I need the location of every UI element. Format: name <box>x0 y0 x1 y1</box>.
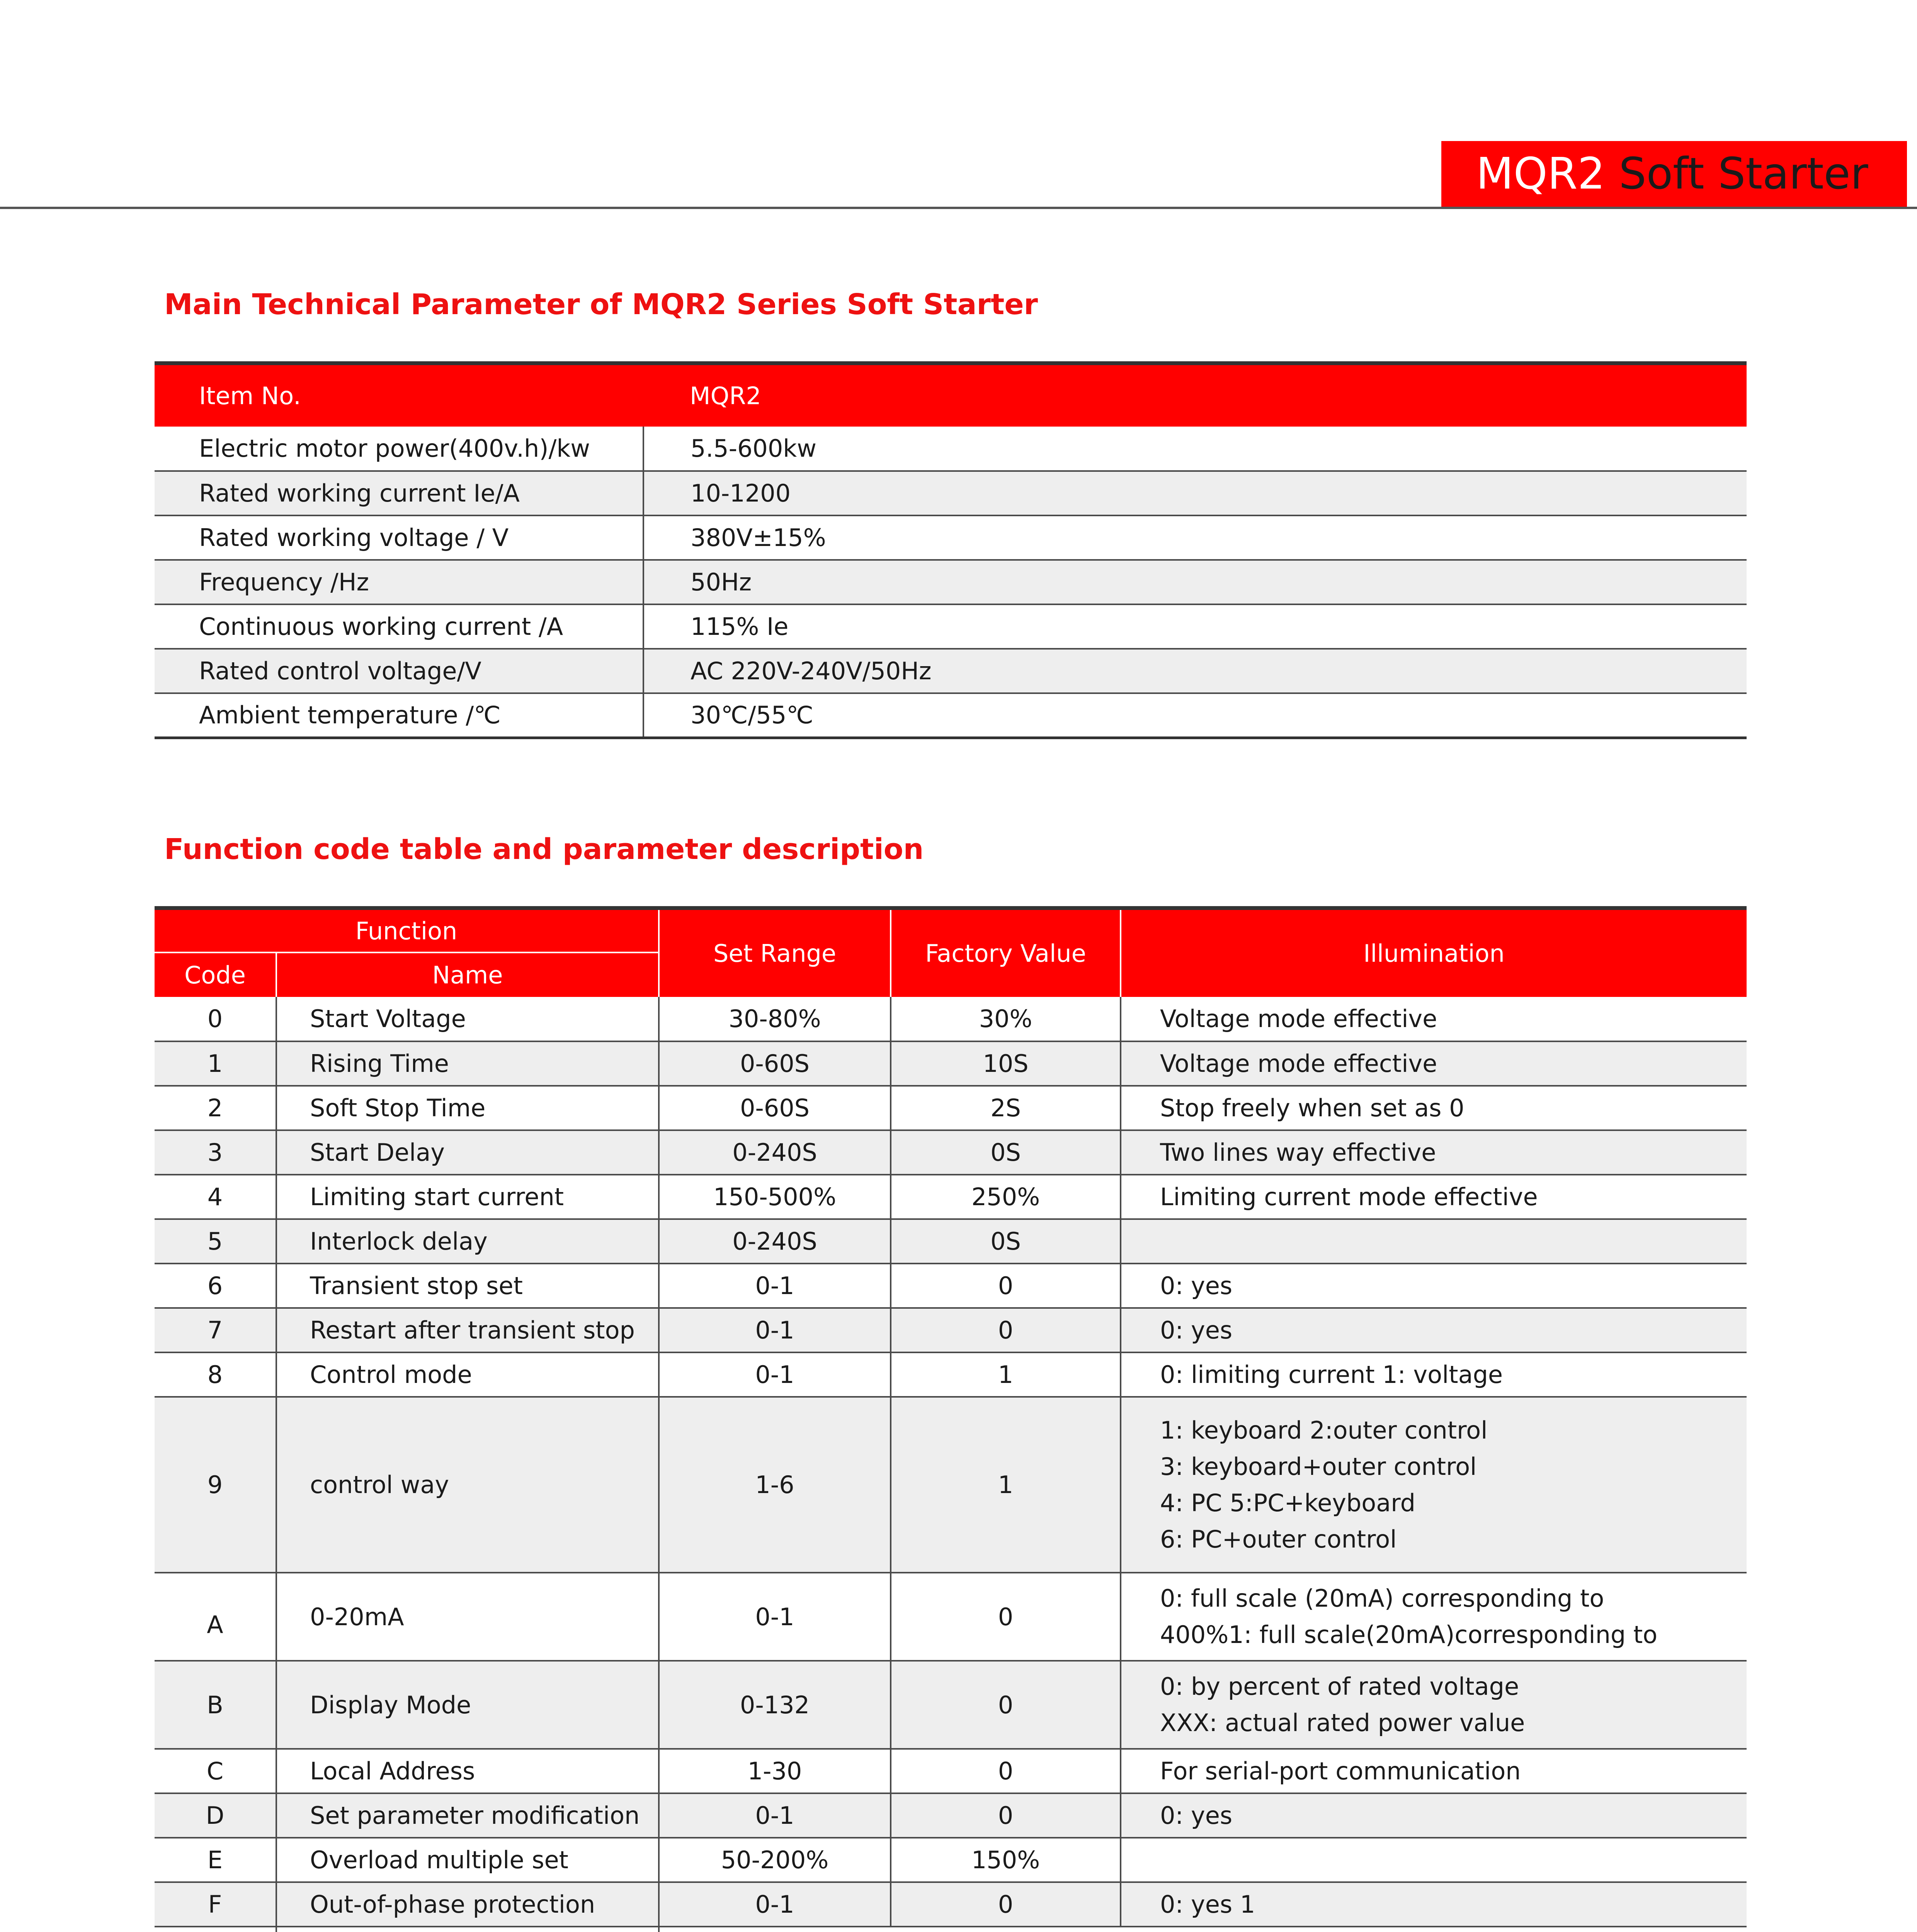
code-cell: A <box>155 1573 276 1661</box>
parameter-value-cell: 380V±15% <box>643 515 1747 560</box>
code-cell: 5 <box>155 1219 276 1264</box>
illumination-line: 0: by percent of rated voltage <box>1160 1672 1519 1701</box>
illumination-line: 0: limiting current 1: voltage <box>1160 1360 1503 1389</box>
table-row <box>155 1041 1747 1086</box>
table-row <box>155 693 1747 738</box>
illumination-cell <box>1121 1308 1747 1352</box>
factory-value-cell: 150% <box>891 1838 1121 1882</box>
code-cell: B <box>155 1661 276 1749</box>
name-cell: Start Voltage <box>276 997 659 1041</box>
illumination-line: Voltage mode effective <box>1160 1049 1437 1078</box>
table-row <box>155 1793 1747 1838</box>
header-badge <box>1441 141 1907 207</box>
parameter-value-cell: 50Hz <box>643 560 1747 604</box>
set-range-cell: 0-1 <box>659 1793 891 1838</box>
illumination-cell <box>1121 1352 1747 1397</box>
parameter-name-cell: Electric motor power(400v.h)/kw <box>155 427 643 471</box>
set-range-cell: 50-200% <box>659 1838 891 1882</box>
column-header-name: Name <box>276 952 659 997</box>
illumination-cell <box>1121 1793 1747 1838</box>
code-cell: D <box>155 1793 276 1838</box>
header-badge-word: Soft Starter <box>1619 149 1868 199</box>
table-row <box>155 1130 1747 1175</box>
column-header-item: Item No. <box>155 363 643 427</box>
set-range-cell: 1-30 <box>659 1749 891 1793</box>
code-cell: 7 <box>155 1308 276 1352</box>
table-row <box>155 1352 1747 1397</box>
factory-value-cell: 0 <box>891 1661 1121 1749</box>
parameter-name-cell: Rated working voltage / V <box>155 515 643 560</box>
illumination-cell <box>1121 1573 1747 1661</box>
illumination-line: 0: yes 1 <box>1160 1890 1255 1918</box>
table-row <box>155 1086 1747 1130</box>
illumination-line: Limiting current mode effective <box>1160 1182 1538 1211</box>
illumination-line: Voltage mode effective <box>1160 1004 1437 1033</box>
code-cell <box>155 1927 276 1932</box>
table-header-row <box>155 908 1747 952</box>
column-header-illumination: Illumination <box>1121 908 1747 997</box>
factory-value-cell: 0S <box>891 1130 1121 1175</box>
technical-parameter-body <box>155 427 1747 738</box>
factory-value-cell: 10S <box>891 1041 1121 1086</box>
name-cell: Transient stop set <box>276 1264 659 1308</box>
illumination-cell <box>1121 1041 1747 1086</box>
parameter-name-cell: Continuous working current /A <box>155 604 643 649</box>
name-cell: Set parameter modification <box>276 1793 659 1838</box>
column-header-code: Code <box>155 952 276 997</box>
code-cell: 9 <box>155 1397 276 1573</box>
illumination-line: 3: keyboard+outer control <box>1160 1452 1477 1481</box>
set-range-cell: 0-240S <box>659 1130 891 1175</box>
name-cell: Overload multiple set <box>276 1838 659 1882</box>
name-cell: Start Delay <box>276 1130 659 1175</box>
illumination-cell <box>1121 1086 1747 1130</box>
table-row <box>155 1661 1747 1749</box>
factory-value-cell: 250% <box>891 1175 1121 1219</box>
function-code-body <box>155 997 1747 1932</box>
illumination-line: 1: keyboard 2:outer control <box>1160 1416 1488 1444</box>
parameter-value-cell: 30℃/55℃ <box>643 693 1747 738</box>
illumination-cell <box>1121 1175 1747 1219</box>
header-rule <box>0 207 1917 209</box>
table-row <box>155 1882 1747 1927</box>
name-cell: Display Mode <box>276 1661 659 1749</box>
name-cell: control way <box>276 1397 659 1573</box>
name-cell: Out-of-phase protection <box>276 1882 659 1927</box>
parameter-value-cell: AC 220V-240V/50Hz <box>643 649 1747 693</box>
set-range-cell: 0-60S <box>659 1086 891 1130</box>
factory-value-cell: 2S <box>891 1086 1121 1130</box>
factory-value-cell: 0S <box>891 1219 1121 1264</box>
table-row <box>155 1573 1747 1661</box>
factory-value-cell: 1 <box>891 1352 1121 1397</box>
parameter-value-cell: 10-1200 <box>643 471 1747 515</box>
set-range-cell: 0-1 <box>659 1308 891 1352</box>
factory-value-cell: 0 <box>891 1882 1121 1927</box>
illumination-line: 400%1: full scale(20mA)corresponding to <box>1160 1621 1658 1649</box>
name-cell: Interlock delay <box>276 1219 659 1264</box>
table-row <box>155 604 1747 649</box>
name-cell <box>276 1927 659 1932</box>
table-row <box>155 427 1747 471</box>
code-cell: 3 <box>155 1130 276 1175</box>
factory-value-cell: 30% <box>891 997 1121 1041</box>
code-cell: 6 <box>155 1264 276 1308</box>
illumination-line: 6: PC+outer control <box>1160 1525 1397 1553</box>
name-cell: Limiting start current <box>276 1175 659 1219</box>
factory-value-cell: 0 <box>891 1793 1121 1838</box>
illumination-cell <box>1121 1661 1747 1749</box>
illumination-cell <box>1121 1130 1747 1175</box>
table-row <box>155 1927 1747 1932</box>
illumination-line: Two lines way effective <box>1160 1138 1436 1167</box>
header-badge-code: MQR2 <box>1476 149 1605 199</box>
parameter-name-cell: Frequency /Hz <box>155 560 643 604</box>
set-range-cell: 30-80% <box>659 997 891 1041</box>
column-header-factory-value: Factory Value <box>891 908 1121 997</box>
code-cell: 4 <box>155 1175 276 1219</box>
factory-value-cell: 0 <box>891 1308 1121 1352</box>
illumination-cell <box>1121 997 1747 1041</box>
factory-value-cell: 0 <box>891 1749 1121 1793</box>
name-cell: 0-20mA <box>276 1573 659 1661</box>
set-range-cell: 0-1 <box>659 1352 891 1397</box>
parameter-name-cell: Rated working current Ie/A <box>155 471 643 515</box>
name-cell: Rising Time <box>276 1041 659 1086</box>
illumination-line: 0: yes <box>1160 1271 1233 1300</box>
section1-title: Main Technical Parameter of MQR2 Series Soft Starter <box>164 288 1038 321</box>
parameter-value-cell: 115% Ie <box>643 604 1747 649</box>
illumination-line: 0: yes <box>1160 1801 1233 1830</box>
name-cell: Restart after transient stop <box>276 1308 659 1352</box>
table-row <box>155 1219 1747 1264</box>
set-range-cell: 150-500% <box>659 1175 891 1219</box>
set-range-cell: 0-1 <box>659 1264 891 1308</box>
code-cell: F <box>155 1882 276 1927</box>
name-cell: Local Address <box>276 1749 659 1793</box>
set-range-cell: 0-240S <box>659 1219 891 1264</box>
function-code-table <box>155 906 1747 1932</box>
name-cell: Soft Stop Time <box>276 1086 659 1130</box>
code-cell: 2 <box>155 1086 276 1130</box>
parameter-name-cell: Ambient temperature /℃ <box>155 693 643 738</box>
table-row <box>155 1749 1747 1793</box>
illumination-line: Stop freely when set as 0 <box>1160 1094 1465 1122</box>
column-header-function: Function <box>155 908 659 952</box>
code-cell: E <box>155 1838 276 1882</box>
illumination-cell <box>1121 1838 1747 1882</box>
parameter-name-cell: Rated control voltage/V <box>155 649 643 693</box>
table-row <box>155 1397 1747 1573</box>
table-header-row <box>155 363 1747 427</box>
set-range-cell: 0-60S <box>659 1041 891 1086</box>
table-row <box>155 1264 1747 1308</box>
parameter-value-cell: 5.5-600kw <box>643 427 1747 471</box>
table-row <box>155 515 1747 560</box>
column-header-model: MQR2 <box>643 363 1747 427</box>
name-cell: Control mode <box>276 1352 659 1397</box>
illumination-cell <box>1121 1219 1747 1264</box>
condition-note-cell <box>659 1927 1747 1932</box>
table-row <box>155 560 1747 604</box>
illumination-line: 0: full scale (20mA) corresponding to <box>1160 1584 1604 1612</box>
code-cell: 0 <box>155 997 276 1041</box>
illumination-line: 4: PC 5:PC+keyboard <box>1160 1488 1415 1517</box>
illumination-cell <box>1121 1749 1747 1793</box>
table-row <box>155 471 1747 515</box>
set-range-cell: 0-1 <box>659 1882 891 1927</box>
set-range-cell: 1-6 <box>659 1397 891 1573</box>
table-row <box>155 1308 1747 1352</box>
factory-value-cell: 1 <box>891 1397 1121 1573</box>
code-cell: C <box>155 1749 276 1793</box>
illumination-line: For serial-port communication <box>1160 1757 1521 1785</box>
table-row <box>155 649 1747 693</box>
set-range-cell: 0-132 <box>659 1661 891 1749</box>
illumination-line: XXX: actual rated power value <box>1160 1709 1525 1737</box>
section2-title: Function code table and parameter description <box>164 833 924 866</box>
factory-value-cell: 0 <box>891 1264 1121 1308</box>
technical-parameter-table <box>155 361 1747 739</box>
illumination-cell <box>1121 1264 1747 1308</box>
illumination-cell <box>1121 1882 1747 1927</box>
set-range-cell: 0-1 <box>659 1573 891 1661</box>
illumination-line: 0: yes <box>1160 1316 1233 1344</box>
code-cell: 8 <box>155 1352 276 1397</box>
column-header-set-range: Set Range <box>659 908 891 997</box>
table-row <box>155 1175 1747 1219</box>
table-row <box>155 997 1747 1041</box>
table-row <box>155 1838 1747 1882</box>
factory-value-cell: 0 <box>891 1573 1121 1661</box>
code-cell: 1 <box>155 1041 276 1086</box>
illumination-cell <box>1121 1397 1747 1573</box>
